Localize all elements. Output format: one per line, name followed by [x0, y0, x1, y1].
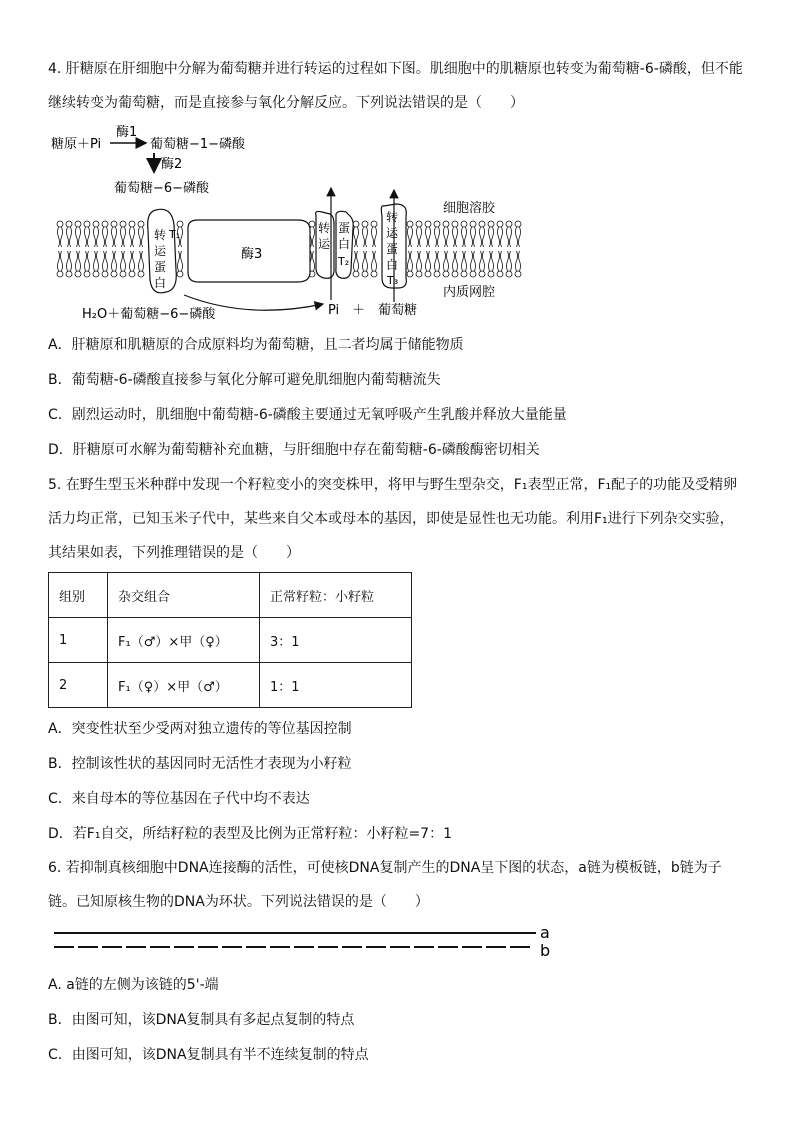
lipid-tail: [76, 251, 78, 271]
lipid-tail: [438, 227, 440, 247]
q5-stem-line2: 活力均正常，已知玉米子代中，某些来自父本或母本的基因，即使是显性也无功能。利用F₁进行下列杂交实验，: [48, 511, 734, 527]
lipid-tail: [357, 251, 359, 271]
lipid-tail: [510, 251, 512, 271]
lipid-head: [452, 271, 458, 277]
q5-stem-line3: 其结果如表，下列推理错误的是（ ）: [48, 545, 300, 561]
lipid-head: [66, 271, 72, 277]
lipid-tail: [112, 227, 114, 247]
lipid-tail: [480, 227, 482, 247]
lipid-head: [57, 221, 63, 227]
row1-cross: F₁（♂）×甲（♀）: [108, 618, 260, 663]
lipid-tail: [142, 251, 144, 271]
lipid-head: [353, 221, 359, 227]
lipid-tail: [438, 251, 440, 271]
lipid-tail: [444, 227, 446, 247]
lipid-head: [506, 221, 512, 227]
table-header-row: [49, 573, 412, 618]
lipid-tail: [313, 251, 315, 271]
t3-char-1: 转: [386, 210, 399, 224]
pi-label: Pi: [328, 303, 340, 318]
t2-char-1: 转: [318, 221, 331, 235]
lipid-head: [515, 271, 521, 277]
lipid-tail: [498, 227, 500, 247]
lipid-tail: [417, 227, 419, 247]
lipid-tail: [88, 227, 90, 247]
cross-results-table: [48, 572, 412, 708]
q5-option-a[interactable]: A．突变性状至少受两对独立遗传的等位基因控制: [48, 721, 352, 737]
lipid-tail: [181, 251, 183, 271]
lipid-tail: [474, 227, 476, 247]
lipid-head: [470, 271, 476, 277]
lipid-head: [416, 221, 422, 227]
lipid-tail: [58, 251, 60, 271]
enzyme3-label: 酶3: [241, 247, 263, 262]
lipid-head: [111, 221, 117, 227]
q5-option-b[interactable]: B．控制该性状的基因同时无活性才表现为小籽粒: [48, 756, 352, 772]
q4-stem-line2: 继续转变为葡萄糖，而是直接参与氧化分解反应。下列说法错误的是（ ）: [48, 95, 524, 111]
lipid-head: [75, 221, 81, 227]
dna-strand-diagram: [48, 920, 568, 962]
lipid-head: [452, 221, 458, 227]
lipid-head: [111, 271, 117, 277]
lipid-tail: [474, 251, 476, 271]
table-row: [49, 663, 412, 708]
q6-option-b[interactable]: B．由图可知，该DNA复制具有多起点复制的特点: [48, 1012, 355, 1028]
lipid-head: [479, 271, 485, 277]
lipid-tail: [516, 251, 518, 271]
q4-option-a[interactable]: A．肝糖原和肌糖原的合成原料均为葡萄糖，且二者均属于储能物质: [48, 337, 464, 353]
lipid-head: [129, 271, 135, 277]
lipid-tail: [133, 227, 135, 247]
lipid-head: [407, 221, 413, 227]
lipid-head: [138, 271, 144, 277]
lipid-tail: [106, 251, 108, 271]
q4-option-d[interactable]: D．肝糖原可水解为葡萄糖补充血糖，与肝细胞中存在葡萄糖-6-磷酸酶密切相关: [48, 442, 540, 458]
q6-option-c[interactable]: C．由图可知，该DNA复制具有半不连续复制的特点: [48, 1047, 369, 1063]
lipid-head: [488, 221, 494, 227]
q4-option-c[interactable]: C．剧烈运动时，肌细胞中葡萄糖-6-磷酸主要通过无氧呼吸产生乳酸并释放大量能量: [48, 407, 567, 423]
t1-label: T₁: [169, 228, 181, 241]
lipid-tail: [76, 227, 78, 247]
lipid-head: [443, 271, 449, 277]
table-row: [49, 618, 412, 663]
lipid-head: [425, 221, 431, 227]
lipid-tail: [465, 227, 467, 247]
lipid-tail: [489, 251, 491, 271]
lipid-tail: [139, 227, 141, 247]
lipid-head: [470, 221, 476, 227]
t1-char-3: 蛋: [154, 260, 167, 274]
lipid-tail: [363, 227, 365, 247]
lipid-tail: [79, 227, 81, 247]
lipid-head: [371, 271, 377, 277]
lipid-head: [102, 221, 108, 227]
lipid-tail: [139, 251, 141, 271]
lipid-tail: [61, 227, 63, 247]
lipid-tail: [94, 251, 96, 271]
lipid-head: [506, 271, 512, 277]
row1-group: 1: [49, 618, 108, 663]
lipid-tail: [483, 227, 485, 247]
lipid-tail: [70, 227, 72, 247]
lipid-tail: [372, 227, 374, 247]
lipid-tail: [363, 251, 365, 271]
lipid-tail: [97, 251, 99, 271]
q4-option-b[interactable]: B．葡萄糖-6-磷酸直接参与氧化分解可避免肌细胞内葡萄糖流失: [48, 372, 441, 388]
cytosol-label: 细胞溶胶: [443, 201, 496, 216]
lipid-tail: [444, 251, 446, 271]
lipid-head: [177, 271, 183, 277]
lipid-tail: [357, 227, 359, 247]
lipid-tail: [507, 227, 509, 247]
lipid-tail: [181, 227, 183, 247]
lipid-head: [57, 271, 63, 277]
lipid-tail: [510, 227, 512, 247]
lipid-head: [461, 271, 467, 277]
lipid-tail: [85, 227, 87, 247]
lipid-head: [488, 271, 494, 277]
lipid-tail: [130, 251, 132, 271]
lipid-tail: [121, 251, 123, 271]
lipid-head: [362, 271, 368, 277]
glucose-label: 葡萄糖: [378, 303, 418, 318]
lipid-head: [407, 271, 413, 277]
lipid-tail: [480, 251, 482, 271]
lipid-tail: [426, 251, 428, 271]
lipid-tail: [519, 227, 521, 247]
header-cross: 杂交组合: [108, 573, 260, 618]
lipid-tail: [435, 251, 437, 271]
lipid-tail: [103, 227, 105, 247]
lipid-head: [434, 271, 440, 277]
lipid-tail: [471, 251, 473, 271]
row2-cross: F₁（♀）×甲（♂）: [108, 663, 260, 708]
bottom-left-label: H₂O＋葡萄糖−6−磷酸: [82, 307, 216, 322]
lipid-head: [84, 221, 90, 227]
q4-stem-line1: 4. 肝糖原在肝细胞中分解为葡萄糖并进行转运的过程如下图。肌细胞中的肌糖原也转变为葡萄糖-6-磷酸，但不能: [48, 61, 743, 77]
lipid-tail: [372, 251, 374, 271]
lipid-tail: [85, 251, 87, 271]
lipid-head: [93, 271, 99, 277]
g1p-label: 葡萄糖−1−磷酸: [150, 137, 246, 152]
lipid-tail: [67, 251, 69, 271]
lipid-tail: [94, 227, 96, 247]
lipid-head: [434, 221, 440, 227]
lipid-tail: [79, 251, 81, 271]
header-ratio: 正常籽粒：小籽粒: [260, 573, 412, 618]
lipid-tail: [453, 251, 455, 271]
lipid-tail: [112, 251, 114, 271]
lipid-tail: [61, 251, 63, 271]
strand-a-label: a: [540, 923, 550, 942]
q6-stem-line2: 链。已知原核生物的DNA为环状。下列说法错误的是（ ）: [48, 894, 429, 910]
lipid-tail: [103, 251, 105, 271]
lipid-tail: [501, 251, 503, 271]
lipid-tail: [456, 227, 458, 247]
t3-label: T₃: [387, 274, 399, 287]
lipid-tail: [354, 227, 356, 247]
lipid-head: [362, 221, 368, 227]
lipid-tail: [447, 251, 449, 271]
lipid-head: [66, 221, 72, 227]
lipid-head: [177, 221, 183, 227]
er-lumen-label: 内质网腔: [443, 285, 496, 300]
lipid-tail: [121, 227, 123, 247]
glycogen-transport-diagram: [48, 120, 528, 325]
row2-ratio: 1：1: [260, 663, 412, 708]
lipid-head: [93, 221, 99, 227]
lipid-tail: [429, 227, 431, 247]
lipid-tail: [408, 251, 410, 271]
lipid-tail: [507, 251, 509, 271]
t1-char-1: 转: [154, 228, 167, 242]
lipid-tail: [519, 251, 521, 271]
t1-char-2: 运: [154, 244, 167, 258]
row1-ratio: 3：1: [260, 618, 412, 663]
lipid-tail: [133, 251, 135, 271]
lipid-tail: [492, 251, 494, 271]
enzyme2-label: 酶2: [161, 157, 183, 172]
q6-stem-line1: 6. 若抑制真核细胞中DNA连接酶的活性，可使核DNA复制产生的DNA呈下图的状态，a链为模板链，b链为子: [48, 860, 722, 876]
t1-char-4: 白: [154, 276, 167, 290]
lipid-tail: [429, 251, 431, 271]
plus-label: ＋: [352, 303, 366, 318]
lipid-head: [75, 271, 81, 277]
lipid-head: [138, 221, 144, 227]
lipid-tail: [462, 227, 464, 247]
lipid-tail: [420, 251, 422, 271]
lipid-tail: [313, 227, 315, 247]
lipid-tail: [516, 227, 518, 247]
lipid-tail: [124, 227, 126, 247]
enzyme1-label: 酶1: [116, 125, 138, 140]
lipid-head: [416, 271, 422, 277]
header-group: 组别: [49, 573, 108, 618]
lipid-tail: [375, 251, 377, 271]
lipid-tail: [408, 227, 410, 247]
t3-char-2: 运: [386, 226, 399, 240]
lipid-tail: [366, 251, 368, 271]
lipid-head: [84, 271, 90, 277]
lipid-tail: [58, 227, 60, 247]
lipid-tail: [435, 227, 437, 247]
lipid-head: [479, 221, 485, 227]
lipid-tail: [411, 227, 413, 247]
t2-char-3: 蛋: [338, 221, 351, 235]
q5-option-c[interactable]: C．来自母本的等位基因在子代中均不表达: [48, 791, 310, 807]
row2-group: 2: [49, 663, 108, 708]
g6p-top-label: 葡萄糖−6−磷酸: [114, 181, 210, 196]
q6-option-a[interactable]: A. a链的左侧为该链的5'-端: [48, 977, 219, 993]
lipid-tail: [366, 227, 368, 247]
lipid-head: [371, 221, 377, 227]
lipid-head: [497, 271, 503, 277]
lipid-head: [120, 221, 126, 227]
lipid-tail: [70, 251, 72, 271]
lipid-tail: [97, 227, 99, 247]
lipid-tail: [501, 227, 503, 247]
lipid-tail: [489, 227, 491, 247]
lipid-tail: [354, 251, 356, 271]
lipid-tail: [375, 227, 377, 247]
lipid-head: [102, 271, 108, 277]
lipid-tail: [453, 227, 455, 247]
lipid-tail: [130, 227, 132, 247]
lipid-head: [443, 221, 449, 227]
lipid-tail: [142, 227, 144, 247]
q5-option-d[interactable]: D．若F₁自交，所结籽粒的表型及比例为正常籽粒：小籽粒=7：1: [48, 826, 452, 842]
lipid-head: [353, 271, 359, 277]
lipid-tail: [420, 227, 422, 247]
lipid-tail: [411, 251, 413, 271]
lipid-tail: [465, 251, 467, 271]
lipid-tail: [498, 251, 500, 271]
lipid-tail: [88, 251, 90, 271]
lipid-head: [120, 271, 126, 277]
t3-char-4: 白: [386, 258, 399, 272]
lipid-tail: [471, 227, 473, 247]
lipid-tail: [115, 251, 117, 271]
lipid-tail: [67, 227, 69, 247]
lipid-tail: [447, 227, 449, 247]
lipid-head: [515, 221, 521, 227]
lipid-tail: [426, 227, 428, 247]
t2-label: T₂: [338, 255, 350, 268]
lipid-tail: [483, 251, 485, 271]
lipid-tail: [106, 227, 108, 247]
t3-char-3: 蛋: [386, 242, 399, 256]
lipid-tail: [417, 251, 419, 271]
lipid-tail: [124, 251, 126, 271]
lipid-head: [425, 271, 431, 277]
lipid-head: [461, 221, 467, 227]
t2-char-2: 运: [318, 237, 331, 251]
strand-b-label: b: [540, 941, 551, 960]
q5-stem-line1: 5. 在野生型玉米种群中发现一个籽粒变小的突变株甲，将甲与野生型杂交，F₁表型正常，F₁配子的功能及受精卵: [48, 477, 738, 493]
t2-char-4: 白: [338, 237, 351, 251]
lipid-tail: [115, 227, 117, 247]
lipid-tail: [456, 251, 458, 271]
lipid-head: [497, 221, 503, 227]
reactant-label: 糖原＋Pi: [51, 137, 102, 152]
lipid-tail: [178, 251, 180, 271]
lipid-tail: [492, 227, 494, 247]
lipid-head: [129, 221, 135, 227]
lipid-tail: [462, 251, 464, 271]
